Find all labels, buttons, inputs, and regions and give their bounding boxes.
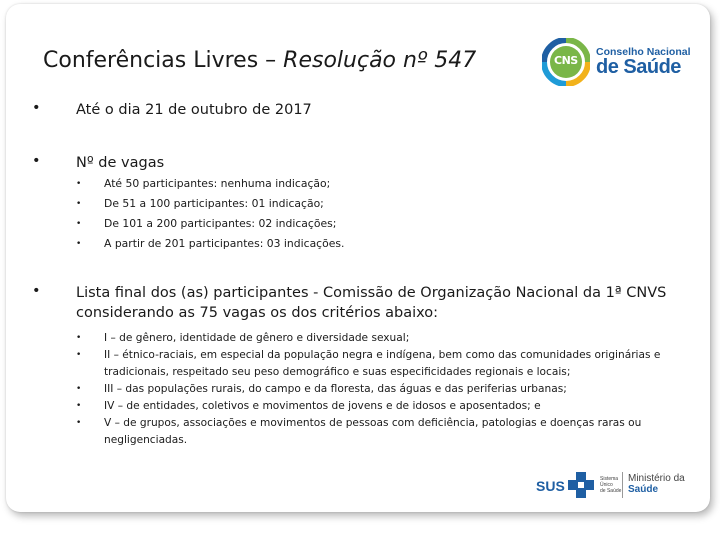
- vagas-item-text: Até 50 participantes: nenhuma indicação;: [104, 177, 331, 190]
- cns-abbr: CNS: [554, 54, 578, 67]
- vagas-item-text: De 101 a 200 participantes: 02 indicações;: [104, 217, 337, 230]
- sus-small-text: Sistema Único de Saúde: [600, 476, 622, 494]
- vagas-item-text: De 51 a 100 participantes: 01 indicação;: [104, 197, 324, 210]
- criterio-text: IV – de entidades, coletivos e movimentos de jovens e de idosos e aposentados; e: [104, 400, 541, 412]
- vagas-item-text: A partir de 201 participantes: 03 indicações.: [104, 237, 345, 250]
- title-italic: Resolução nº 547: [283, 48, 477, 73]
- sus-ministerio-logo: [536, 470, 696, 502]
- criterio-text: I – de gênero, identidade de gênero e diversidade sexual;: [104, 332, 410, 344]
- criterio-text: II – étnico-raciais, em especial da população negra e indígena, bem como das comunidades originárias e tradicionais, respeitado seu peso demográfico e suas especificidades regionais e locais;: [104, 349, 661, 378]
- slide-title: [43, 48, 476, 73]
- bullet-text: Até o dia 21 de outubro de 2017: [76, 102, 312, 118]
- criterio-text: III – das populações rurais, do campo e da floresta, das águas e das periferias urbanas;: [104, 383, 567, 395]
- list-item: • III – das populações rurais, do campo e da floresta, das águas e das periferias urbanas;: [76, 381, 674, 398]
- list-item: • IV – de entidades, coletivos e movimentos de jovens e de idosos e aposentados; e: [76, 398, 674, 415]
- logo-divider: [622, 472, 623, 498]
- cns-name-line2: de Saúde: [596, 56, 681, 78]
- ministerio-text: Ministério da Saúde: [628, 473, 685, 495]
- list-item: • V – de grupos, associações e movimentos de pessoas com deficiência, patologias e doenças raras ou negligenciadas.: [76, 415, 674, 449]
- bullet-text-line2: considerando as 75 vagas os dos critérios abaixo:: [76, 305, 439, 321]
- bullet-dot: •: [32, 283, 41, 299]
- cns-name-line1: Conselho Nacional: [596, 46, 691, 58]
- bullet-dot: •: [32, 153, 41, 169]
- sus-word: SUS: [536, 478, 565, 494]
- bullet-dot: •: [32, 100, 41, 116]
- criterio-text: V – de grupos, associações e movimentos de pessoas com deficiência, patologias e doenças raras ou negligenciadas.: [104, 417, 642, 446]
- criterios-list: [76, 330, 674, 449]
- bullet-text-line1: Lista final dos (as) participantes - Comissão de Organização Nacional da 1ª CNVS: [76, 285, 667, 301]
- list-item: • I – de gênero, identidade de gênero e diversidade sexual;: [76, 330, 674, 347]
- title-main: Conferências Livres –: [43, 48, 284, 73]
- list-item: • II – étnico-raciais, em especial da população negra e indígena, bem como das comunidades originárias e tradicionais, respeitado seu peso demográfico e suas especificidades regionais e locais;: [76, 347, 674, 381]
- sus-cross-icon: [566, 470, 596, 500]
- cns-logo: [542, 38, 690, 86]
- bullet-text: Nº de vagas: [76, 155, 165, 171]
- slide: Conferências Livres – Resolução nº 547 CNS Conselho Nacional de Saúde • Até o dia 21 de outubro de 2017 • Nº de vagas • Até 50 participantes: nenhuma indicação; • De 51 a 100 participantes: 01 indicação; • De 101 a 200 participantes: 02 indicações; • A partir de 201 participantes: 03 indicações. • Lista final dos (as) participantes - Comissão de Organização Nacional da 1ª CNVS considerando as 75 vagas os dos critérios abaixo: • I – de gênero, identidade de gênero e diversidade sexual; • II – étnico-raciais, em especial da população negra e indígena, bem como das comunidades originárias e tradicionais, respeitado seu peso demográfico e suas especificidades regionais e locais; • III – das populações rurais, do campo e da floresta, das águas e das periferias urbanas; • IV – de entidades, coletivos e movimentos de jovens e de idosos e aposentados; e • V – de grupos, associações e movimentos de pessoas com deficiência, patologias e doenças raras ou negligenciadas. SUS Sistema Único de Saúde Ministério da Saúde: [6, 4, 710, 512]
